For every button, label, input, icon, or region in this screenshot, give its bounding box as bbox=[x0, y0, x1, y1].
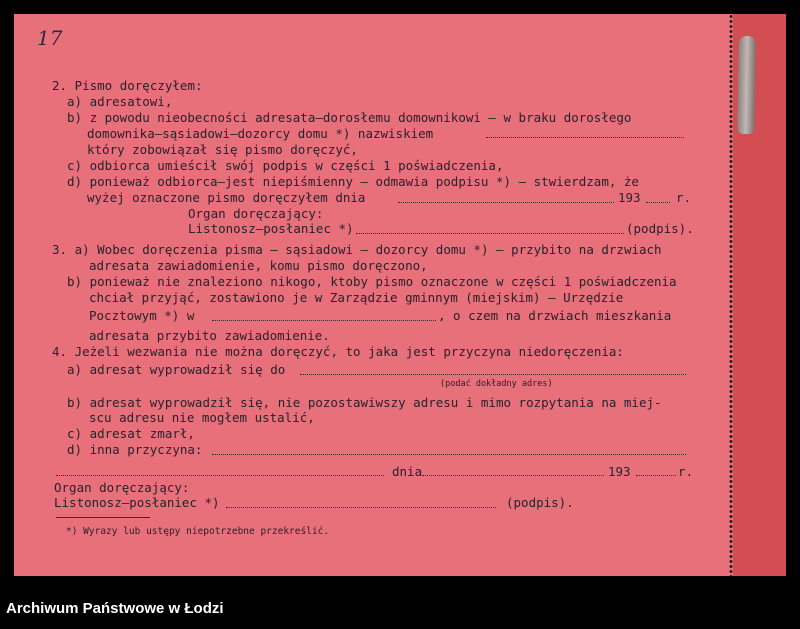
year-suffix-2: r. bbox=[678, 464, 694, 479]
year-prefix-2: 193 bbox=[608, 464, 631, 479]
section-4a: a) adresat wyprowadził się do bbox=[67, 362, 286, 377]
archive-label: Archiwum Państwowe w Łodzi bbox=[6, 600, 224, 617]
section-2b-line3: który zobowiązał się pismo doręczyć, bbox=[87, 142, 358, 157]
section-2b-line1: b) z powodu nieobecności adresata—dorosłemu domownikowi — w braku dorosłego bbox=[67, 110, 632, 125]
signature-fill-line-1 bbox=[356, 233, 624, 234]
signature-fill-line-2 bbox=[226, 507, 496, 508]
year-suffix: r. bbox=[676, 190, 692, 205]
messenger-label-2: Listonosz—posłaniec *) bbox=[54, 495, 220, 510]
section-3b-line2: chciał przyjąć, zostawiono je w Zarządzie gminnym (miejskim) — Urzędzie bbox=[89, 290, 624, 305]
tape-remnant bbox=[737, 36, 756, 134]
section-3b-line3a: Pocztowym *) w bbox=[89, 308, 195, 323]
section-2d-line2: wyżej oznaczone pismo doręczyłem dnia bbox=[87, 190, 366, 205]
name-fill-line bbox=[486, 137, 684, 138]
section-4d: d) inna przyczyna: bbox=[67, 442, 203, 457]
year-fill-line bbox=[646, 202, 670, 203]
footnote: *) Wyrazy lub ustępy niepotrzebne przekreślić. bbox=[66, 526, 330, 537]
footnote-rule bbox=[56, 517, 150, 518]
year-prefix: 193 bbox=[618, 190, 641, 205]
messenger-label-1: Listonosz—posłaniec *) bbox=[188, 221, 354, 236]
section-4-heading: 4. Jeżeli wezwania nie można doręczyć, to jaka jest przyczyna niedoręczenia: bbox=[52, 344, 624, 359]
reason-fill-line-2 bbox=[56, 475, 384, 476]
organ-label-1: Organ doręczający: bbox=[188, 206, 324, 221]
signature-label-1: (podpis). bbox=[626, 221, 694, 236]
archive-footer bbox=[0, 590, 800, 629]
year-fill-line-2 bbox=[636, 475, 676, 476]
section-4b-line1: b) adresat wyprowadził się, nie pozostawiwszy adresu i mimo rozpytania na miej- bbox=[67, 395, 662, 410]
perforation-line bbox=[729, 14, 733, 576]
section-2-heading: 2. Pismo doręczyłem: bbox=[52, 78, 203, 93]
section-4c: c) adresat zmarł, bbox=[67, 426, 195, 441]
section-3a-line1: 3. a) Wobec doręczenia pisma — sąsiadowi — dozorcy domu *) — przybito na drzwiach bbox=[52, 242, 662, 257]
address-note: (podać dokładny adres) bbox=[440, 379, 553, 389]
address-fill-line bbox=[300, 374, 686, 375]
post-office-fill-line bbox=[212, 320, 436, 321]
date-label-2: dnia bbox=[392, 464, 423, 479]
section-2d-line1: d) ponieważ odbiorca—jest niepiśmienny — odmawia podpisu *) — stwierdzam, że bbox=[67, 174, 639, 189]
organ-label-2: Organ doręczający: bbox=[54, 480, 190, 495]
date-fill-line bbox=[398, 202, 614, 203]
section-3b-line3b: , o czem na drzwiach mieszkania bbox=[438, 308, 672, 323]
date-fill-line-2 bbox=[422, 475, 604, 476]
page-number: 17 bbox=[37, 26, 63, 50]
section-3a-line2: adresata zawiadomienie, komu pismo doręczono, bbox=[89, 258, 428, 273]
reason-fill-line-1 bbox=[212, 454, 686, 455]
section-3b-line1: b) ponieważ nie znaleziono nikogo, ktoby pismo oznaczone w części 1 poświadczenia bbox=[67, 274, 677, 289]
section-2a: a) adresatowi, bbox=[67, 94, 173, 109]
section-2c: c) odbiorca umieścił swój podpis w części 1 poświadczenia, bbox=[67, 158, 504, 173]
section-4b-line2: scu adresu nie mogłem ustalić, bbox=[89, 410, 315, 425]
section-2b-line2: domownika—sąsiadowi—dozorcy domu *) nazwiskiem bbox=[87, 126, 434, 141]
section-3b-line4: adresata przybito zawiadomienie. bbox=[89, 328, 330, 343]
signature-label-2: (podpis). bbox=[506, 495, 574, 510]
